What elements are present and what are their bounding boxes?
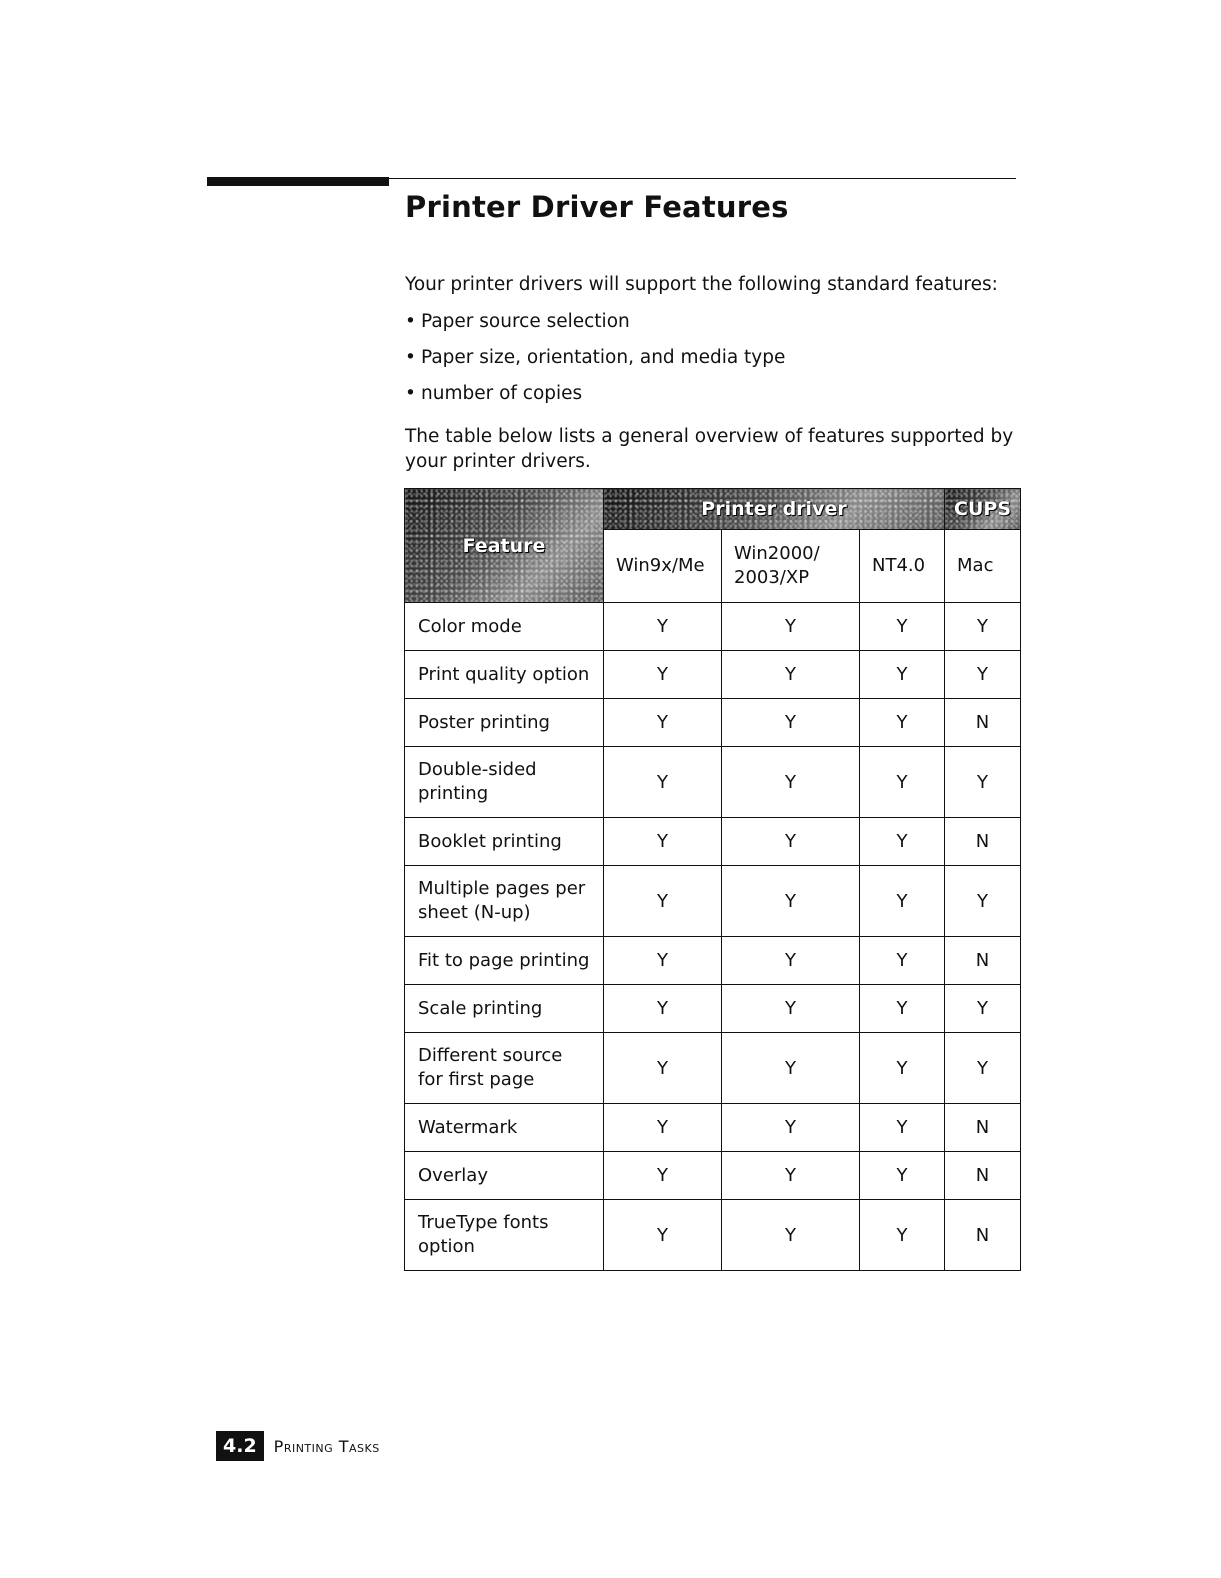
value-cell: Y — [945, 1033, 1021, 1104]
bullet-icon: • — [405, 311, 416, 332]
table-row — [405, 985, 1021, 1033]
bullet-icon: • — [405, 347, 416, 368]
value-cell: Y — [860, 1104, 945, 1152]
value-cell: Y — [722, 603, 860, 651]
intro-paragraph: Your printer drivers will support the following standard features: — [405, 274, 998, 295]
value-cell: Y — [860, 1200, 945, 1271]
value-cell: Y — [604, 985, 722, 1033]
table-row — [405, 866, 1021, 937]
table-row — [405, 937, 1021, 985]
bullet-item: • Paper source selection — [405, 311, 630, 332]
value-cell: Y — [604, 603, 722, 651]
value-cell: Y — [945, 985, 1021, 1033]
value-cell: Y — [604, 818, 722, 866]
value-cell: N — [945, 937, 1021, 985]
column-header-win2000: Win2000/ 2003/XP — [722, 530, 860, 603]
feature-column-header: Feature — [405, 489, 604, 603]
features-table — [404, 488, 1021, 1271]
value-cell: Y — [945, 651, 1021, 699]
value-cell: Y — [860, 699, 945, 747]
value-cell: Y — [604, 1200, 722, 1271]
value-cell: Y — [722, 1200, 860, 1271]
feature-cell: Color mode — [405, 603, 604, 651]
value-cell: Y — [722, 1033, 860, 1104]
feature-bullet-list — [405, 310, 785, 418]
table-row — [405, 818, 1021, 866]
table-header-row-group — [405, 489, 1021, 530]
value-cell: Y — [945, 603, 1021, 651]
table-row — [405, 1033, 1021, 1104]
value-cell: N — [945, 699, 1021, 747]
feature-cell: Multiple pages per sheet (N-up) — [405, 866, 604, 937]
bullet-icon: • — [405, 383, 416, 404]
value-cell: Y — [860, 866, 945, 937]
value-cell: Y — [722, 651, 860, 699]
value-cell: Y — [722, 747, 860, 818]
footer-section-name: Printing Tasks — [273, 1436, 380, 1456]
feature-cell: Poster printing — [405, 699, 604, 747]
value-cell: Y — [604, 651, 722, 699]
value-cell: Y — [722, 1104, 860, 1152]
feature-cell: Double-sided printing — [405, 747, 604, 818]
value-cell: Y — [722, 1152, 860, 1200]
table-row — [405, 1200, 1021, 1271]
value-cell: Y — [860, 651, 945, 699]
value-cell: Y — [722, 985, 860, 1033]
table-row — [405, 1152, 1021, 1200]
value-cell: Y — [604, 1033, 722, 1104]
bullet-item: • number of copies — [405, 383, 583, 404]
value-cell: N — [945, 1152, 1021, 1200]
page-footer — [216, 1431, 380, 1461]
value-cell: Y — [604, 699, 722, 747]
value-cell: N — [945, 1200, 1021, 1271]
value-cell: Y — [860, 603, 945, 651]
value-cell: Y — [722, 699, 860, 747]
value-cell: Y — [860, 1152, 945, 1200]
printer-driver-header: Printer driver — [604, 489, 945, 530]
value-cell: Y — [722, 818, 860, 866]
value-cell: N — [945, 818, 1021, 866]
value-cell: Y — [722, 866, 860, 937]
page-title: Printer Driver Features — [405, 190, 789, 224]
table-row — [405, 603, 1021, 651]
column-header-mac: Mac — [945, 530, 1021, 603]
overview-paragraph: The table below lists a general overview of features supported by your printer drivers. — [405, 426, 1014, 472]
feature-cell: Watermark — [405, 1104, 604, 1152]
table-row — [405, 651, 1021, 699]
value-cell: Y — [945, 747, 1021, 818]
feature-cell: TrueType fonts option — [405, 1200, 604, 1271]
cups-header: CUPS — [945, 489, 1021, 530]
feature-cell: Print quality option — [405, 651, 604, 699]
header-rule-thin — [389, 178, 1016, 179]
table-row — [405, 747, 1021, 818]
page-number-badge: 4.2 — [216, 1431, 264, 1461]
value-cell: Y — [604, 747, 722, 818]
value-cell: Y — [860, 818, 945, 866]
value-cell: Y — [604, 937, 722, 985]
table-row — [405, 699, 1021, 747]
value-cell: Y — [860, 937, 945, 985]
feature-cell: Booklet printing — [405, 818, 604, 866]
header-rule-thick — [207, 177, 389, 186]
value-cell: Y — [722, 937, 860, 985]
value-cell: Y — [860, 985, 945, 1033]
feature-cell: Scale printing — [405, 985, 604, 1033]
value-cell: Y — [860, 1033, 945, 1104]
column-header-win9x: Win9x/Me — [604, 530, 722, 603]
value-cell: Y — [860, 747, 945, 818]
value-cell: Y — [945, 866, 1021, 937]
value-cell: Y — [604, 866, 722, 937]
value-cell: Y — [604, 1152, 722, 1200]
feature-cell: Fit to page printing — [405, 937, 604, 985]
value-cell: N — [945, 1104, 1021, 1152]
value-cell: Y — [604, 1104, 722, 1152]
column-header-nt4: NT4.0 — [860, 530, 945, 603]
feature-cell: Different source for first page — [405, 1033, 604, 1104]
feature-cell: Overlay — [405, 1152, 604, 1200]
bullet-item: • Paper size, orientation, and media type — [405, 347, 786, 368]
table-row — [405, 1104, 1021, 1152]
